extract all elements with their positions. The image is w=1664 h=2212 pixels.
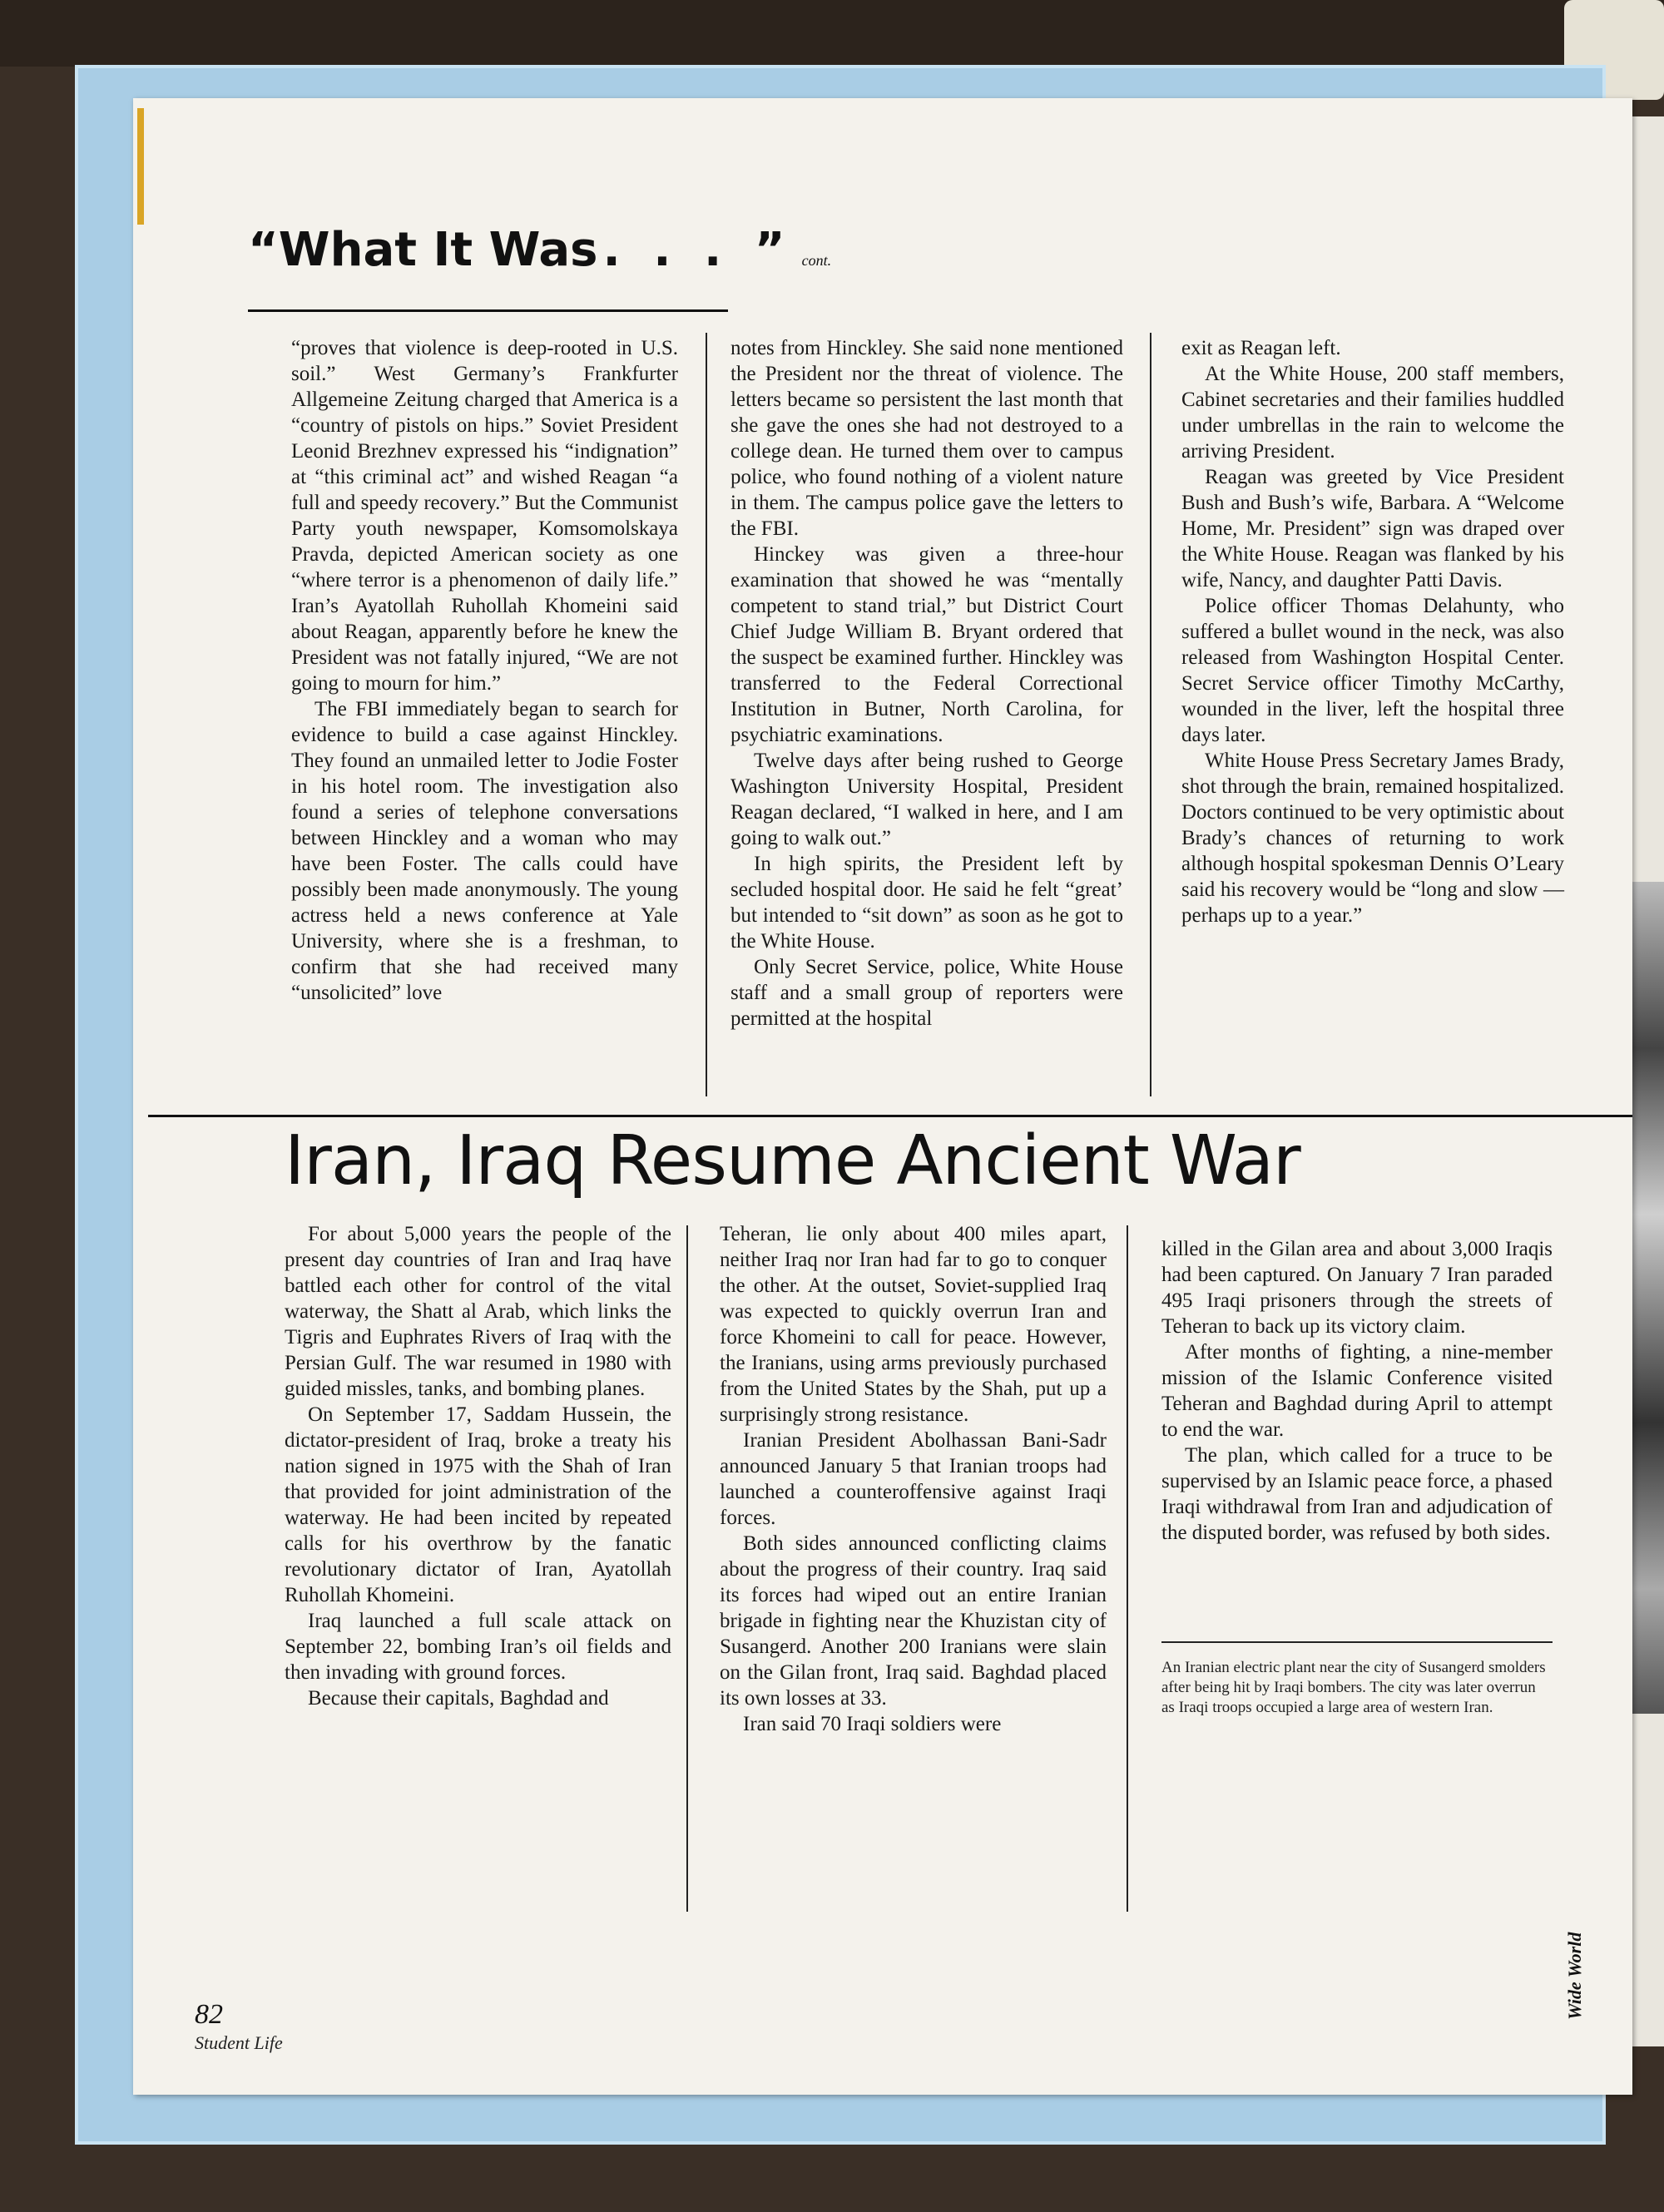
article1-column-1	[291, 335, 678, 1006]
kicker-dots: . . . ”	[602, 223, 794, 277]
paragraph: “proves that violence is deep-rooted in U.S. soil.” West Germany’s Frankfurter Allgemeine Zeitung charged that America is a “country of pistols on hips.” Soviet President Leonid Brezhnev expressed his “indignation” at “this criminal act” and wished Reagan “a full and speedy recovery.” But the Communist Party youth newspaper, Komsomolskaya Pravda, depicted American society as one “where terror is a phenomenon of daily life.” Iran’s Ayatollah Ruhollah Khomeini said about Reagan, apparently before he knew the President was not fatally injured, “We are not going to mourn for him.”	[291, 337, 678, 695]
paragraph: The plan, which called for a truce to be supervised by an Islamic peace force, a phased Iraqi withdrawal from Iran and adjudication of the disputed border, was refused by both sides.	[1161, 1444, 1553, 1544]
section-name: Student Life	[195, 2032, 283, 2053]
paragraph: After months of fighting, a nine-member mission of the Islamic Conference visited Teheran and Baghdad during April to attempt to end the war.	[1161, 1341, 1553, 1441]
paragraph: Iranian President Abolhassan Bani-Sadr announced January 5 that Iranian troops had launched a counteroffensive against Iraqi forces.	[720, 1429, 1107, 1529]
paragraph: On September 17, Saddam Hussein, the dictator-president of Iraq, broke a treaty his nation signed in 1975 with the Shah of Iran that provided for joint administration of the waterway. He had been incited by repeated calls for his overthrow by the fanatic revolutionary dictator of Iran, Ayatollah Ruhollah Khomeini.	[285, 1403, 671, 1606]
paragraph: Because their capitals, Baghdad and	[308, 1687, 609, 1710]
photo-credit: Wide World	[1564, 1932, 1585, 2020]
section-kicker	[248, 223, 831, 277]
paragraph: killed in the Gilan area and about 3,000 Iraqis had been captured. On January 7 Iran paraded 495 Iraqi prisoners through the streets of Teheran to back up its victory claim.	[1161, 1238, 1553, 1338]
paragraph: Hinckey was given a three-hour examination that showed he was “mentally competent to stand trial,” but District Court Chief Judge William B. Bryant ordered that the suspect be examined further. Hinckley was transferred to the Federal Correctional Institution in Butner, North Carolina, for psychiatric examinations.	[730, 543, 1123, 746]
caption-rule	[1161, 1641, 1553, 1643]
article2-column-3	[1161, 1236, 1553, 1546]
paragraph: The FBI immediately began to search for evidence to build a case against Hinckley. They found an unmailed letter to Jodie Foster in his hotel room. The investigation also found a series of telephone conversations between Hinckley and a woman who may have been Foster. The calls could have possibly been made anonymously. The young actress held a news conference at Yale University, where she is a freshman, to confirm that she had received many “unsolicited” love	[291, 698, 678, 1004]
column-divider	[1150, 333, 1151, 1096]
article1-column-3	[1181, 335, 1564, 928]
paragraph: Reagan was greeted by Vice President Bush and Bush’s wife, Barbara. A “Welcome Home, Mr. President” sign was draped over the White House. Reagan was flanked by his wife, Nancy, and daughter Patti Davis.	[1181, 466, 1564, 591]
article2-column-1	[285, 1221, 671, 1711]
yearbook-page	[133, 98, 1632, 2095]
kicker-cont: cont.	[801, 252, 832, 269]
kicker-rule	[248, 309, 728, 312]
photo-caption: An Iranian electric plant near the city of Susangerd smolders after being hit by Iraqi bombers. The city was later overrun as Iraqi troops occupied a large area of western Iran.	[1161, 1659, 1546, 1716]
binder-edge	[0, 0, 1664, 67]
paragraph: Police officer Thomas Delahunty, who suffered a bullet wound in the neck, was also released from Washington Hospital Center. Secret Service officer Timothy McCarthy, wounded in the liver, left the hospital three days later.	[1181, 595, 1564, 746]
kicker-title: “What It Was	[248, 223, 598, 277]
column-divider	[706, 333, 707, 1096]
paragraph: At the White House, 200 staff members, Cabinet secretaries and their families huddled under umbrellas in the rain to welcome the arriving President.	[1181, 363, 1564, 463]
paragraph: Teheran, lie only about 400 miles apart, neither Iraq nor Iran had far to go to conquer the other. At the outset, Soviet-supplied Iraq was expected to quickly overrun Iran and force Khomeini to call for peace. However, the Iranians, using arms previously purchased from the United States by the Shah, put up a surprisingly strong resistance.	[720, 1223, 1107, 1426]
page-number: 82	[195, 1999, 223, 2030]
paragraph: Only Secret Service, police, White House staff and a small group of reporters were permitted at the hospital	[730, 956, 1123, 1030]
paragraph: Iran said 70 Iraqi soldiers were	[743, 1713, 1002, 1735]
article2-headline: Iran, Iraq Resume Ancient War	[285, 1121, 1300, 1200]
column-divider	[1127, 1225, 1128, 1912]
section-divider	[148, 1115, 1632, 1117]
paragraph: Iraq launched a full scale attack on September 22, bombing Iran’s oil fields and then invading with ground forces.	[285, 1610, 671, 1684]
paragraph: exit as Reagan left.	[1181, 337, 1341, 359]
paragraph: Twelve days after being rushed to George Washington University Hospital, President Reagan declared, “I walked in here, and I am going to walk out.”	[730, 750, 1123, 849]
paragraph: In high spirits, the President left by secluded hospital door. He said he felt “great’ but intended to “sit down” as soon as he got to the White House.	[730, 853, 1123, 953]
article2-column-2	[720, 1221, 1107, 1737]
gold-tab	[137, 108, 144, 225]
paragraph: White House Press Secretary James Brady, shot through the brain, remained hospitalized. Doctors continued to be very optimistic about Brady’s chances of returning to work although hospital spokesman Dennis O’Leary said his recovery would be “long and slow — perhaps up to a year.”	[1181, 750, 1564, 927]
paragraph: Both sides announced conflicting claims about the progress of their country. Iraq said its forces had wiped out an entire Iranian brigade in fighting near the Khuzistan city of Susangerd. Another 200 Iranians were slain on the Gilan front, Iraq said. Baghdad placed its own losses at 33.	[720, 1532, 1107, 1710]
column-divider	[686, 1225, 688, 1912]
paragraph: For about 5,000 years the people of the present day countries of Iran and Iraq have battled each other for control of the vital waterway, the Shatt al Arab, which links the Tigris and Euphrates Rivers of Iraq with the Persian Gulf. The war resumed in 1980 with guided missles, tanks, and bombing planes.	[285, 1223, 671, 1400]
paragraph: notes from Hinckley. She said none mentioned the President nor the threat of violence. The letters became so persistent the last month that she gave the ones she had not destroyed to a college dean. He turned them over to campus police, who found nothing of a violent nature in them. The campus police gave the letters to the FBI.	[730, 337, 1123, 540]
article1-column-2	[730, 335, 1123, 1032]
